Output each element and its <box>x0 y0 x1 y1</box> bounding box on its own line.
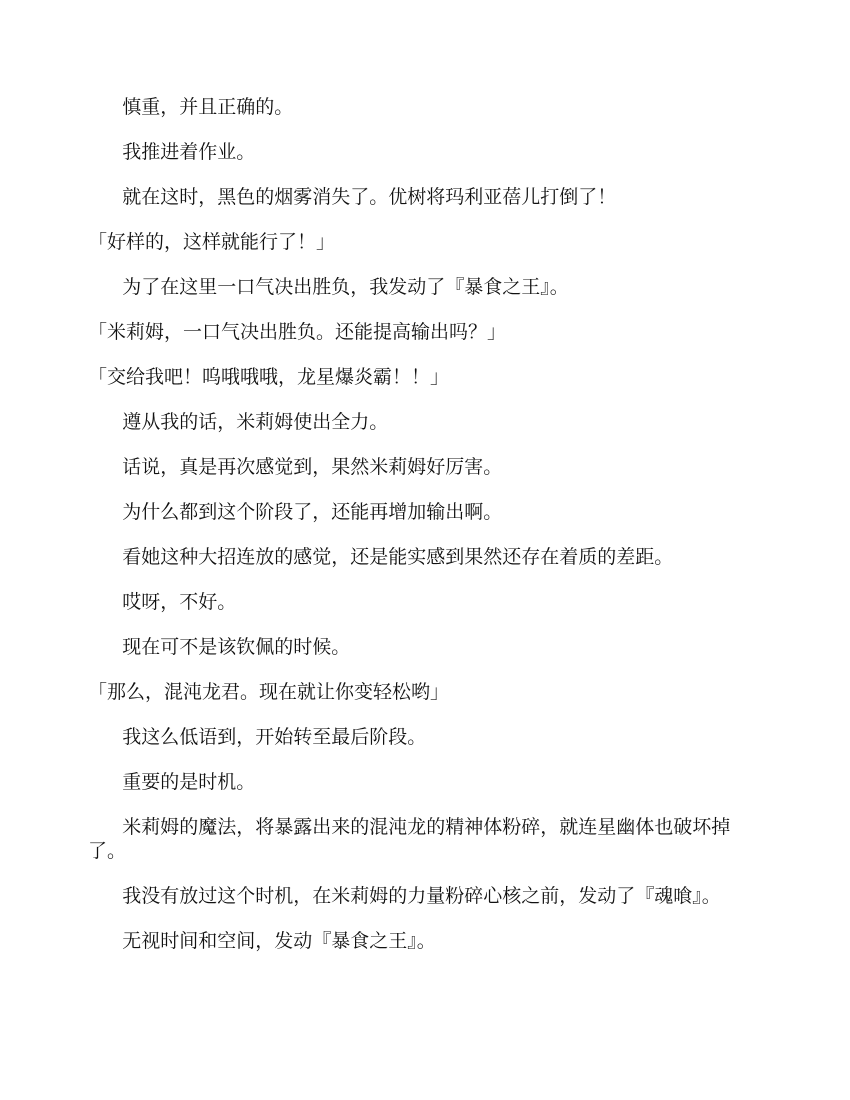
dialog-line: 「好样的，这样就能行了！」 <box>88 231 336 253</box>
body-text <box>88 96 758 975</box>
dialog-line: 「交给我吧！呜哦哦哦，龙星爆炎霸！！」 <box>88 366 450 388</box>
paragraph: 米莉姆的魔法，将暴露出来的混沌龙的精神体粉碎，就连星幽体也破坏掉了。 <box>88 816 731 862</box>
paragraph: 我没有放过这个时机，在米莉姆的力量粉碎心核之前，发动了『魂喰』。 <box>122 884 721 907</box>
dialog-line: 「米莉姆，一口气决出胜负。还能提高输出吗？」 <box>88 321 507 343</box>
paragraph: 无视时间和空间，发动『暴食之王』。 <box>122 929 436 952</box>
paragraph: 就在这时，黑色的烟雾消失了。优树将玛利亚蓓儿打倒了！ <box>122 186 617 208</box>
paragraph: 遵从我的话，米莉姆使出全力。 <box>122 411 389 433</box>
paragraph: 慎重，并且正确的。 <box>122 96 294 118</box>
paragraph: 现在可不是该钦佩的时候。 <box>122 636 351 658</box>
paragraph: 我推进着作业。 <box>122 141 256 163</box>
paragraph: 话说，真是再次感觉到，果然米莉姆好厉害。 <box>122 456 503 478</box>
paragraph: 重要的是时机。 <box>122 771 256 793</box>
paragraph: 哎呀，不好。 <box>122 591 237 613</box>
paragraph: 看她这种大招连放的感觉，还是能实感到果然还存在着质的差距。 <box>122 546 674 568</box>
dialog-line: 「那么，混沌龙君。现在就让你变轻松哟」 <box>88 681 450 703</box>
paragraph: 为什么都到这个阶段了，还能再增加输出啊。 <box>122 501 503 523</box>
paragraph: 我这么低语到，开始转至最后阶段。 <box>122 726 427 748</box>
paragraph: 为了在这里一口气决出胜负，我发动了『暴食之王』。 <box>122 276 569 298</box>
